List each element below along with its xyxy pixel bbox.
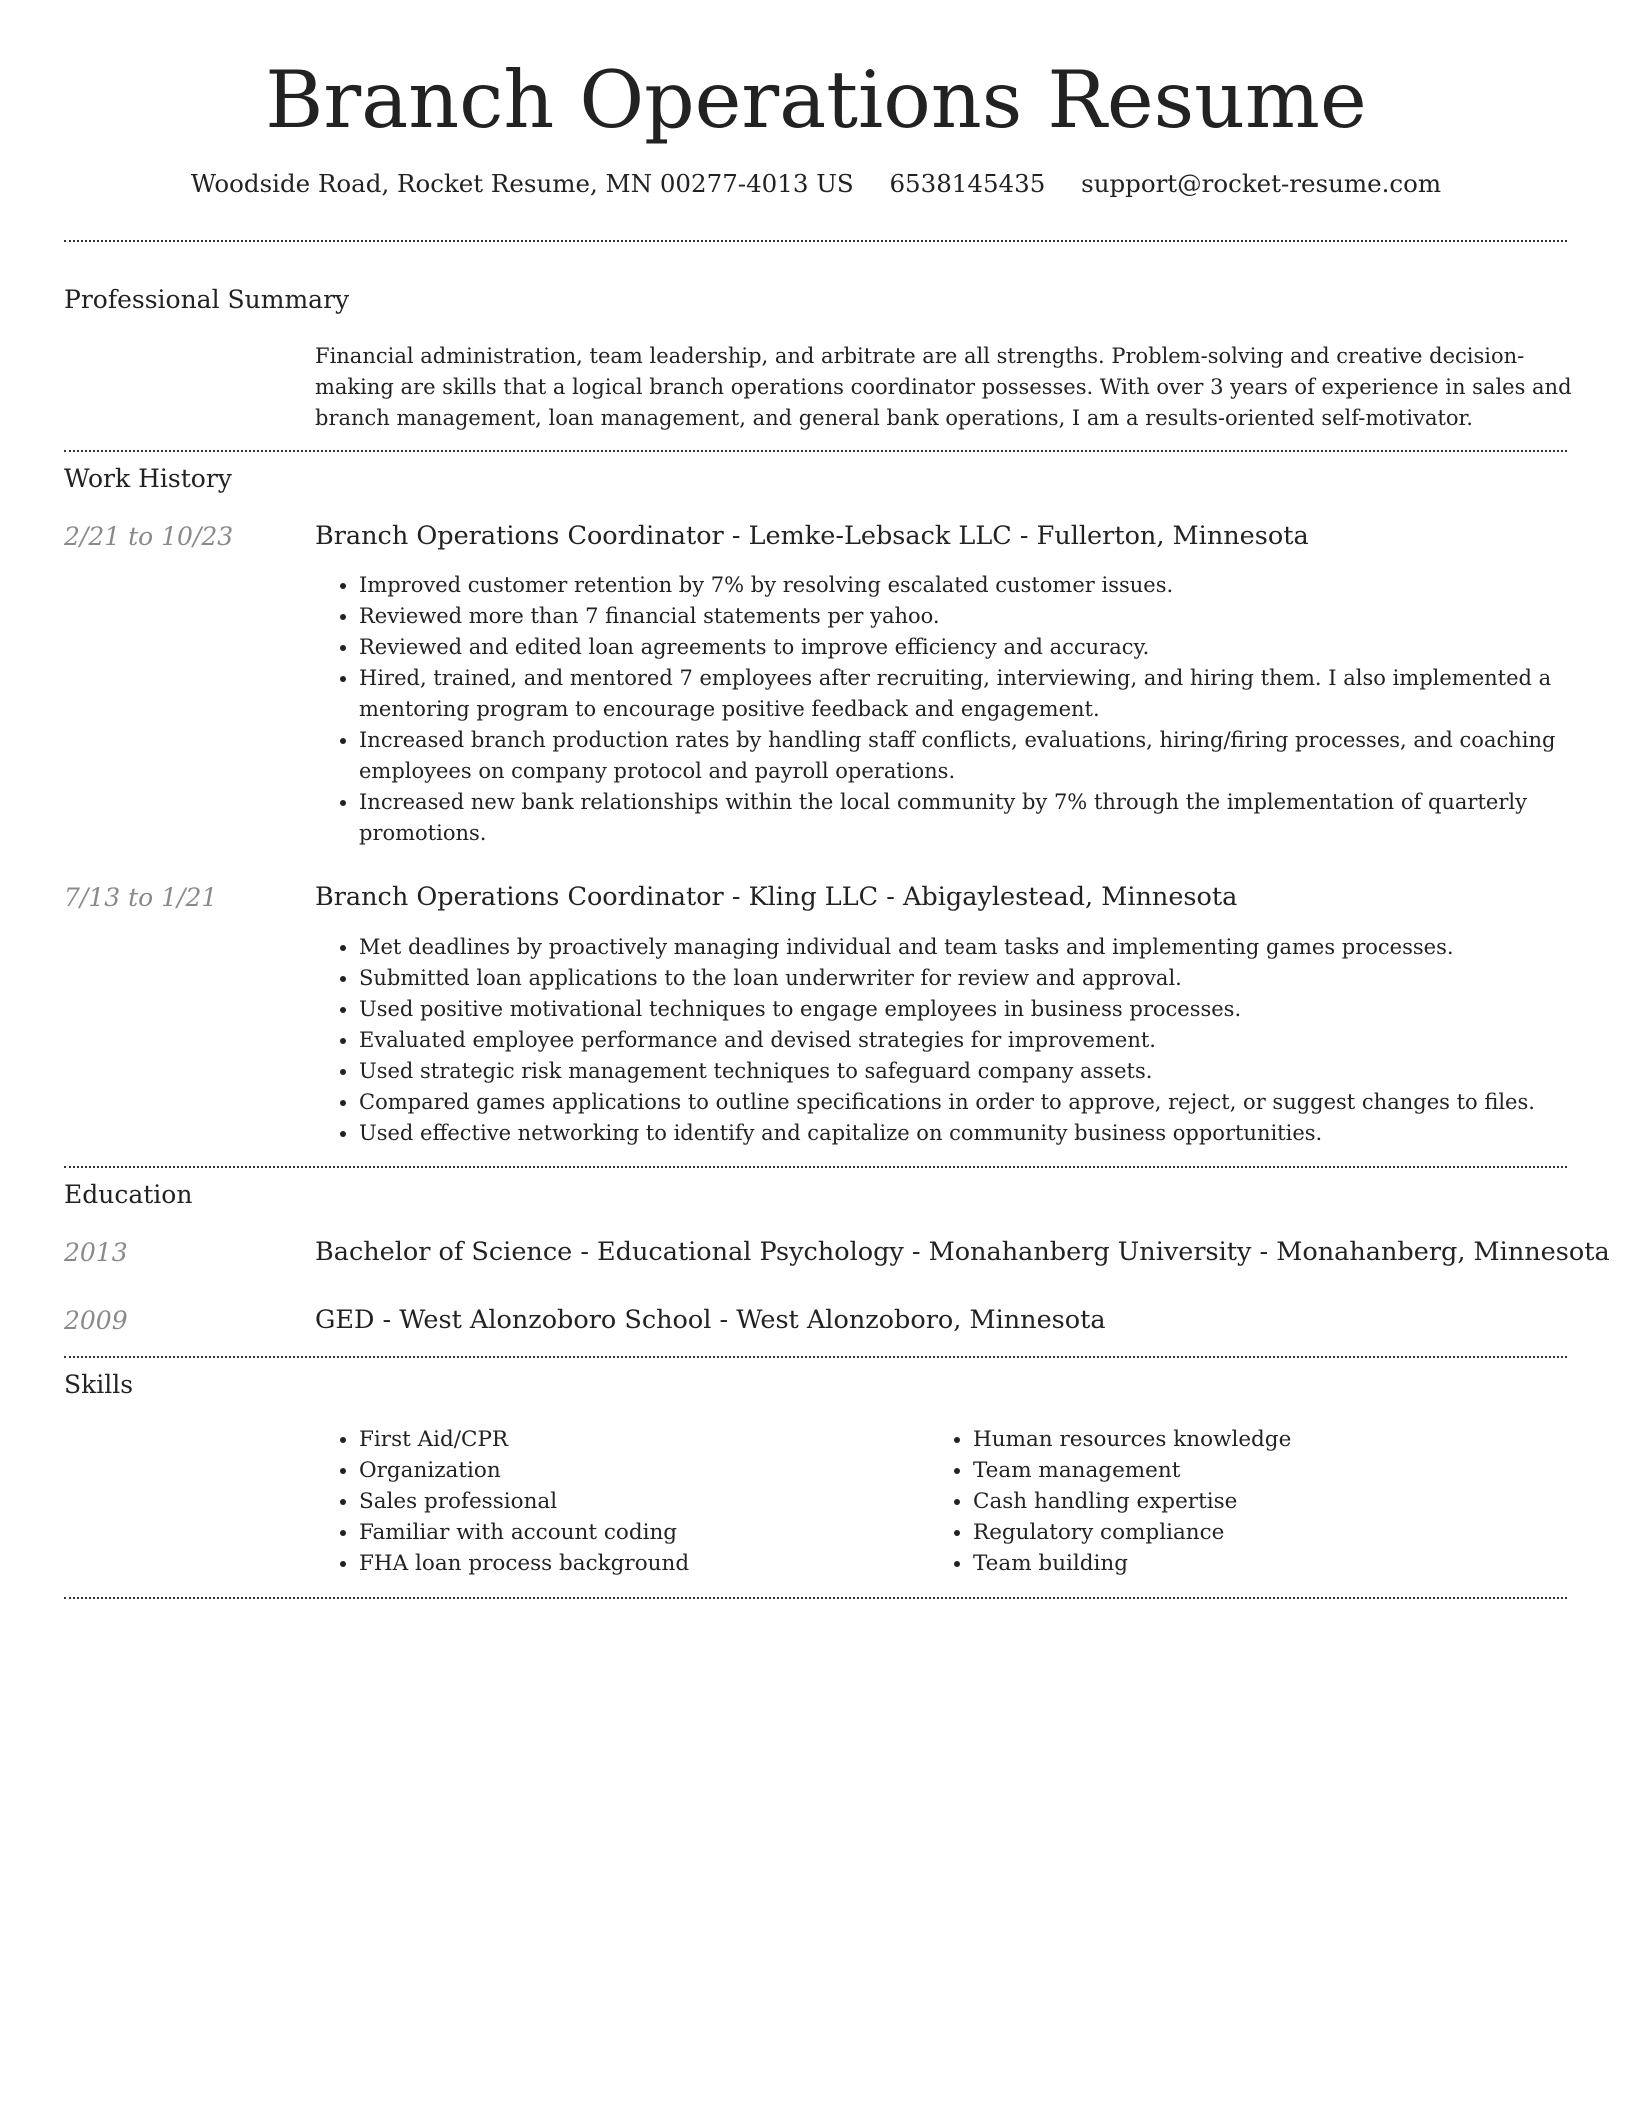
list-item: • Increased new bank relationships within the local community by 7% through the implementation of quarterly promotions.: [359, 787, 1565, 849]
job-bullets: [315, 570, 1565, 849]
section-title-education: Education: [64, 1180, 193, 1209]
education-heading: GED - West Alonzoboro School - West Alonzoboro, Minnesota: [315, 1305, 1106, 1335]
job-dates: 2/21 to 10/23: [64, 522, 234, 551]
divider: [64, 450, 1567, 452]
list-item: • Increased branch production rates by handling staff conflicts, evaluations, hiring/firing processes, and coaching employees on company protocol and payroll operations.: [359, 725, 1565, 787]
list-item: • Reviewed and edited loan agreements to improve efficiency and accuracy.: [359, 632, 1565, 663]
resume-title: Branch Operations Resume: [265, 54, 1367, 146]
skills-list-right: [929, 1424, 1529, 1579]
contact-email: support@rocket-resume.com: [1081, 169, 1442, 198]
list-item: • Reviewed more than 7 financial statements per yahoo.: [359, 601, 1565, 632]
job-heading: Branch Operations Coordinator - Kling LLC - Abigaylestead, Minnesota: [315, 882, 1238, 912]
list-item: • Met deadlines by proactively managing individual and team tasks and implementing games processes.: [359, 932, 1565, 963]
skill-item: • Cash handling expertise: [973, 1486, 1529, 1517]
divider: [64, 1166, 1567, 1168]
list-item: • Used effective networking to identify and capitalize on community business opportunities.: [359, 1118, 1565, 1149]
list-item: • Compared games applications to outline specifications in order to approve, reject, or suggest changes to files.: [359, 1087, 1565, 1118]
job-dates: 7/13 to 1/21: [64, 883, 218, 912]
skill-item: • First Aid/CPR: [359, 1424, 915, 1455]
education-year: 2009: [64, 1306, 128, 1335]
education-heading: Bachelor of Science - Educational Psychology - Monahanberg University - Monahanberg, Minnesota: [315, 1237, 1610, 1267]
list-item: • Improved customer retention by 7% by resolving escalated customer issues.: [359, 570, 1565, 601]
section-title-summary: Professional Summary: [64, 285, 350, 314]
list-item: • Used strategic risk management techniques to safeguard company assets.: [359, 1056, 1565, 1087]
skill-item: • FHA loan process background: [359, 1548, 915, 1579]
skill-item: • Regulatory compliance: [973, 1517, 1529, 1548]
job-heading: Branch Operations Coordinator - Lemke-Lebsack LLC - Fullerton, Minnesota: [315, 521, 1309, 551]
divider: [64, 1597, 1567, 1599]
skill-item: • Organization: [359, 1455, 915, 1486]
skill-item: • Familiar with account coding: [359, 1517, 915, 1548]
skill-item: • Human resources knowledge: [973, 1424, 1529, 1455]
divider: [64, 1356, 1567, 1358]
skill-item: • Team management: [973, 1455, 1529, 1486]
contact-line: [0, 168, 1632, 200]
list-item: • Hired, trained, and mentored 7 employees after recruiting, interviewing, and hiring them. I also implemented a mentoring program to encourage positive feedback and engagement.: [359, 663, 1565, 725]
section-title-skills: Skills: [64, 1370, 134, 1399]
skill-item: • Team building: [973, 1548, 1529, 1579]
list-item: • Submitted loan applications to the loan underwriter for review and approval.: [359, 963, 1565, 994]
divider: [64, 240, 1567, 242]
skill-item: • Sales professional: [359, 1486, 915, 1517]
education-year: 2013: [64, 1238, 128, 1267]
contact-phone: 6538145435: [889, 169, 1046, 198]
summary-text: Financial administration, team leadership, and arbitrate are all strengths. Problem-solving and creative decision-making are skills that a logical branch operations coordinator possesses. With over 3 years of experience in sales and branch management, loan management, and general bank operations, I am a results-oriented self-motivator.: [315, 344, 1572, 430]
list-item: • Evaluated employee performance and devised strategies for improvement.: [359, 1025, 1565, 1056]
contact-address: Woodside Road, Rocket Resume, MN 00277-4013 US: [190, 169, 854, 198]
list-item: • Used positive motivational techniques to engage employees in business processes.: [359, 994, 1565, 1025]
skills-list-left: [315, 1424, 915, 1579]
section-title-work-history: Work History: [64, 464, 232, 493]
job-bullets: [315, 932, 1565, 1149]
